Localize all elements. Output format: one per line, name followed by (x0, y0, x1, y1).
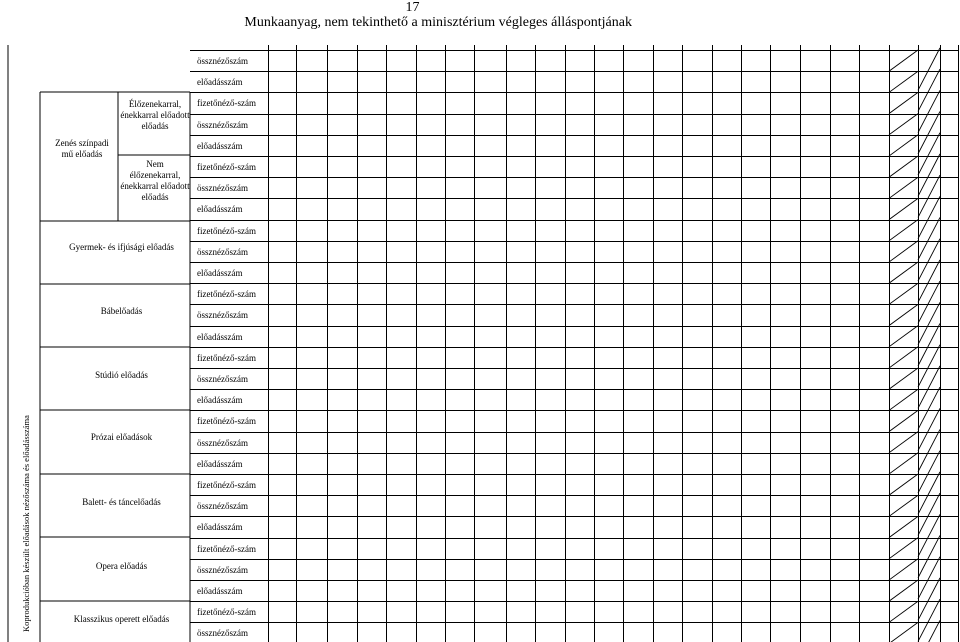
na-diagonal-b-17 (918, 408, 940, 450)
group-studio: Stúdió előadás (95, 370, 148, 380)
row-label: fizetőnéző-szám (197, 543, 256, 554)
row-label: előadásszám (197, 458, 243, 469)
na-diagonal-a-0 (889, 50, 918, 71)
na-diagonal-b-20 (918, 472, 940, 514)
page-header: Munkaanyag, nem tekinthető a minisztérium végleges álláspontjának (244, 15, 632, 30)
na-diagonal-a-25 (889, 580, 918, 601)
row-label: össznézőszám (197, 564, 248, 575)
row-label: előadásszám (197, 268, 243, 278)
group-nem-elozenekarral: Nem élőzenekarral, énekkarral előadott előadás (120, 159, 190, 202)
page-number: 17 (405, 0, 420, 15)
na-diagonal-b-21 (918, 493, 940, 535)
row-label: össznézőszám (197, 56, 248, 66)
na-diagonal-b-5 (918, 154, 940, 196)
na-diagonal-a-8 (889, 220, 918, 241)
na-diagonal-b-4 (918, 133, 940, 175)
group-gyermek: Gyermek- és ifjúsági előadás (69, 242, 174, 252)
na-diagonal-a-9 (889, 241, 918, 262)
na-diagonal-b-13 (918, 323, 940, 365)
row-label: előadásszám (197, 395, 243, 406)
na-diagonal-a-15 (889, 368, 918, 389)
row-label: fizetőnéző-szám (197, 480, 256, 490)
row-label: össznézőszám (197, 246, 248, 257)
row-label: előadásszám (197, 522, 243, 533)
row-label: fizetőnéző-szám (197, 225, 256, 236)
row-label: fizetőnéző-szám (197, 162, 256, 172)
group-babeloadas: Bábelőadás (100, 306, 143, 316)
na-diagonal-b-14 (918, 345, 940, 387)
row-label: fizetőnéző-szám (197, 607, 256, 618)
na-diagonal-b-10 (918, 260, 940, 302)
group-balett: Balett- és táncelőadás (82, 497, 161, 507)
na-diagonal-a-27 (889, 622, 918, 642)
group-koprodukcio: Koprodukcióban készült előadások nézőszáma és előadásszáma (21, 415, 31, 632)
row-label: fizetőnéző-szám (197, 289, 256, 300)
na-diagonal-b-0 (918, 48, 940, 90)
row-label: össznézőszám (197, 374, 248, 384)
na-diagonal-a-16 (889, 389, 918, 410)
na-diagonal-a-18 (889, 432, 918, 453)
na-diagonal-a-22 (889, 516, 918, 537)
na-diagonal-b-15 (918, 366, 940, 408)
na-diagonal-a-20 (889, 474, 918, 495)
na-diagonal-b-8 (918, 217, 940, 259)
row-label: fizetőnéző-szám (197, 352, 256, 363)
row-label: fizetőnéző-szám (197, 416, 256, 427)
na-diagonal-a-3 (889, 114, 918, 135)
na-diagonal-b-2 (918, 90, 940, 132)
row-label: előadásszám (197, 331, 243, 342)
group-prozai: Prózai előadások (90, 432, 153, 442)
na-diagonal-b-11 (918, 281, 940, 323)
na-diagonal-a-1 (889, 71, 918, 92)
na-diagonal-a-21 (889, 495, 918, 516)
na-diagonal-b-24 (918, 557, 940, 599)
na-diagonal-a-24 (889, 559, 918, 580)
na-diagonal-a-17 (889, 410, 918, 431)
row-label: előadásszám (197, 77, 243, 88)
na-diagonal-a-23 (889, 538, 918, 559)
na-diagonal-b-16 (918, 387, 940, 429)
row-label: össznézőszám (197, 183, 248, 194)
group-zenes: Zenés színpadi mű előadás (55, 138, 109, 159)
row-label: össznézőszám (197, 437, 248, 448)
na-diagonal-a-7 (889, 198, 918, 219)
na-diagonal-a-2 (889, 92, 918, 113)
na-diagonal-a-6 (889, 177, 918, 198)
row-label: össznézőszám (197, 501, 248, 512)
na-diagonal-b-19 (918, 451, 940, 493)
na-diagonal-b-6 (918, 175, 940, 217)
na-diagonal-b-12 (918, 302, 940, 344)
na-diagonal-a-10 (889, 262, 918, 283)
na-diagonal-b-27 (918, 620, 940, 642)
group-opera: Opera előadás (95, 561, 148, 571)
na-diagonal-b-25 (918, 578, 940, 620)
group-elozenekarral: Élőzenekarral, énekkarral előadott előadás (120, 99, 190, 131)
na-diagonal-a-4 (889, 135, 918, 156)
na-diagonal-a-12 (889, 304, 918, 325)
row-label: fizetőnéző-szám (197, 98, 256, 109)
na-diagonal-b-23 (918, 535, 940, 577)
row-label: előadásszám (197, 204, 243, 215)
na-diagonal-a-13 (889, 326, 918, 347)
group-klasszikus: Klasszikus operett előadás (73, 614, 170, 624)
na-diagonal-a-5 (889, 156, 918, 177)
row-label: össznézőszám (197, 310, 248, 321)
na-diagonal-b-18 (918, 429, 940, 471)
row-label: előadásszám (197, 140, 243, 151)
row-label: előadásszám (197, 586, 243, 596)
na-diagonal-b-22 (918, 514, 940, 556)
na-diagonal-b-3 (918, 111, 940, 153)
row-label: össznézőszám (197, 119, 248, 130)
na-diagonal-b-26 (918, 599, 940, 641)
na-diagonal-b-9 (918, 239, 940, 281)
na-diagonal-a-26 (889, 601, 918, 622)
na-diagonal-a-14 (889, 347, 918, 368)
row-label: össznézőszám (197, 628, 248, 639)
na-diagonal-b-7 (918, 196, 940, 238)
na-diagonal-b-1 (918, 69, 940, 111)
na-diagonal-a-19 (889, 453, 918, 474)
na-diagonal-a-11 (889, 283, 918, 304)
